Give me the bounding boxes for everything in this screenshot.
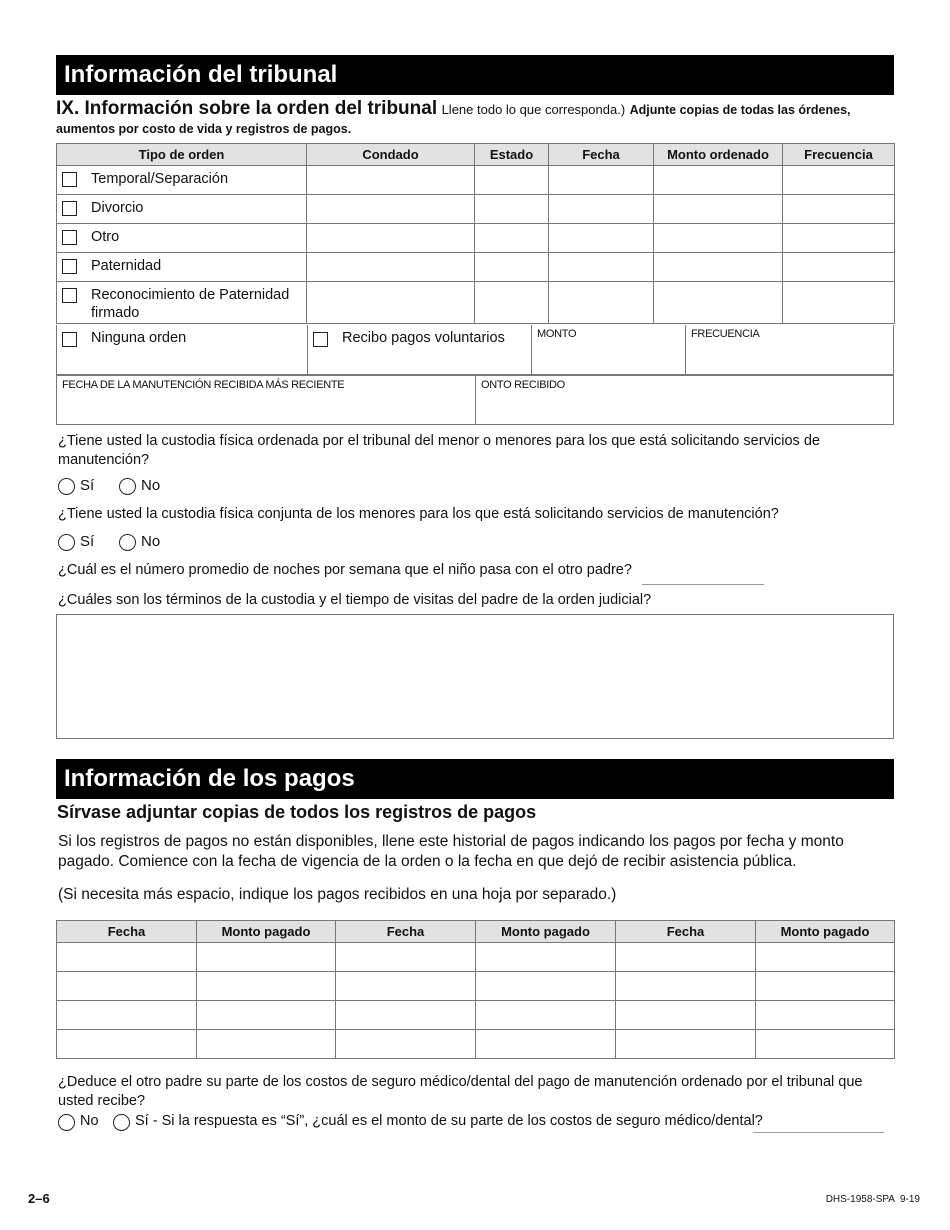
order-paternity-checkbox[interactable] [62, 259, 77, 274]
county-input[interactable] [307, 253, 475, 282]
payments-subtitle: Sírvase adjuntar copias de todos los registros de pagos [57, 802, 537, 822]
payment-date-input[interactable] [616, 1001, 756, 1030]
frequency-input[interactable] [783, 166, 895, 195]
date-input[interactable] [549, 224, 654, 253]
deduction-no-radio[interactable] [58, 1114, 75, 1131]
table-row [57, 1001, 895, 1030]
state-input[interactable] [475, 224, 549, 253]
frequency-input[interactable] [783, 224, 895, 253]
col-header: Monto ordenado [654, 144, 783, 166]
question-insurance-deduction: ¿Deduce el otro padre su parte de los costos de seguro médico/dental del pago de manutención ordenado por el tribunal que usted recibe? [58, 1074, 863, 1109]
col-header: Fecha [57, 921, 197, 943]
payment-amount-input[interactable] [476, 1030, 616, 1059]
payment-date-input[interactable] [57, 1030, 197, 1059]
section-ix-heading [56, 99, 896, 120]
payment-amount-input[interactable] [756, 1001, 895, 1030]
order-type-cell [57, 253, 307, 282]
section-attach-note: Adjunte copias de todas las órdenes, [629, 103, 851, 117]
order-type-label: Divorcio [91, 200, 144, 216]
county-input[interactable] [307, 166, 475, 195]
payment-history-table [56, 920, 895, 1059]
date-input[interactable] [549, 166, 654, 195]
table-row [57, 943, 895, 972]
table-row [57, 253, 895, 282]
payment-amount-input[interactable] [476, 972, 616, 1001]
amount-input[interactable] [654, 166, 783, 195]
col-header: Fecha [549, 144, 654, 166]
order-other-checkbox[interactable] [62, 230, 77, 245]
order-type-cell [57, 166, 307, 195]
no-order-label: Ninguna orden [91, 330, 187, 346]
col-header: Estado [475, 144, 549, 166]
custody-no-radio[interactable] [119, 478, 136, 495]
question-physical-custody: ¿Tiene usted la custodia física ordenada por el tribunal del menor o menores para los que está solicitando servicios de manutención? [58, 433, 820, 468]
date-input[interactable] [549, 282, 654, 324]
payment-date-input[interactable] [336, 972, 476, 1001]
order-temporal-checkbox[interactable] [62, 172, 77, 187]
joint-custody-no-radio[interactable] [119, 534, 136, 551]
amount-label: MONTO [537, 328, 577, 340]
amount-received-label: ONTO RECIBIDO [481, 379, 565, 391]
table-header-row [57, 921, 895, 943]
order-acknowledgment-checkbox[interactable] [62, 288, 77, 303]
order-divorce-checkbox[interactable] [62, 201, 77, 216]
order-type-label: Temporal/Separación [91, 171, 229, 187]
yes-detail-label: Sí - Si la respuesta es “Sí”, ¿cuál es el monto de su parte de los costos de seguro médico/dental? [135, 1113, 763, 1129]
recent-support-label: FECHA DE LA MANUTENCIÓN RECIBIDA MÁS RECIENTE [62, 379, 345, 391]
form-id: DHS-1958-SPA 9-19 [825, 1194, 920, 1205]
amount-input[interactable] [654, 282, 783, 324]
table-header-row [57, 144, 895, 166]
payment-date-input[interactable] [616, 972, 756, 1001]
payments-info-banner: Información de los pagos [56, 759, 894, 799]
yes-label: Sí [80, 533, 95, 550]
frequency-input[interactable] [783, 282, 895, 324]
frequency-input[interactable] [783, 253, 895, 282]
state-input[interactable] [475, 195, 549, 224]
page-number: 2–6 [28, 1191, 50, 1206]
state-input[interactable] [475, 166, 549, 195]
payment-amount-input[interactable] [197, 1001, 336, 1030]
insurance-share-input[interactable] [753, 1132, 884, 1133]
order-type-cell [57, 195, 307, 224]
no-label: No [141, 533, 161, 550]
payment-date-input[interactable] [336, 1030, 476, 1059]
frequency-input[interactable] [783, 195, 895, 224]
col-header: Tipo de orden [57, 144, 307, 166]
col-header: Monto pagado [476, 921, 616, 943]
col-header: Fecha [616, 921, 756, 943]
order-type-label: Reconocimiento de Paternidad firmado [91, 287, 290, 321]
payment-amount-input[interactable] [197, 943, 336, 972]
no-label: No [80, 1113, 99, 1129]
county-input[interactable] [307, 224, 475, 253]
no-label: No [141, 477, 161, 494]
yes-label: Sí [80, 477, 95, 494]
order-type-cell [57, 282, 307, 324]
payment-date-input[interactable] [57, 943, 197, 972]
voluntary-payments-label: Recibo pagos voluntarios [342, 330, 505, 346]
frequency-label: FRECUENCIA [691, 328, 760, 340]
recent-support-row [56, 375, 894, 425]
table-row [57, 282, 895, 324]
payment-amount-input[interactable] [476, 1001, 616, 1030]
payment-date-input[interactable] [336, 943, 476, 972]
payment-date-input[interactable] [57, 1001, 197, 1030]
payment-date-input[interactable] [57, 972, 197, 1001]
payments-instructions: Si los registros de pagos no están disponibles, llene este historial de pagos indicando los pagos por fecha y monto pagado. Comience con la fecha de vigencia de la orden o la fecha en que dejó de recibir asistencia pública. [58, 833, 844, 870]
court-info-banner: Información del tribunal [56, 55, 894, 95]
col-header: Fecha [336, 921, 476, 943]
amount-input[interactable] [654, 224, 783, 253]
question-nights-per-week: ¿Cuál es el número promedio de noches por semana que el niño pasa con el otro padre? [58, 562, 632, 578]
payment-amount-input[interactable] [197, 972, 336, 1001]
amount-input[interactable] [654, 253, 783, 282]
col-header: Monto pagado [197, 921, 336, 943]
col-header: Frecuencia [783, 144, 895, 166]
section-attach-note-2: aumentos por costo de vida y registros de pagos. [56, 122, 352, 136]
date-input[interactable] [549, 195, 654, 224]
no-order-row [56, 325, 894, 375]
payment-date-input[interactable] [616, 943, 756, 972]
date-input[interactable] [549, 253, 654, 282]
section-title: IX. Información sobre la orden del tribunal [56, 98, 438, 119]
payments-extra-space-note: (Si necesita más espacio, indique los pagos recibidos en una hoja por separado.) [58, 886, 617, 903]
county-input[interactable] [307, 282, 475, 324]
state-input[interactable] [475, 282, 549, 324]
payment-amount-input[interactable] [756, 972, 895, 1001]
county-input[interactable] [307, 195, 475, 224]
no-order-checkbox[interactable] [62, 332, 77, 347]
payment-date-input[interactable] [616, 1030, 756, 1059]
custody-terms-textarea[interactable] [56, 614, 894, 739]
question-joint-custody: ¿Tiene usted la custodia física conjunta de los menores para los que está solicitando servicios de manutención? [58, 506, 779, 522]
nights-per-week-input[interactable] [642, 584, 764, 585]
table-row [57, 224, 895, 253]
payment-amount-input[interactable] [476, 943, 616, 972]
order-type-cell [57, 224, 307, 253]
amount-input[interactable] [654, 195, 783, 224]
table-row [57, 195, 895, 224]
table-row [57, 166, 895, 195]
section-note: Llene todo lo que corresponda.) [441, 102, 626, 117]
col-header: Monto pagado [756, 921, 895, 943]
question-custody-terms: ¿Cuáles son los términos de la custodia y el tiempo de visitas del padre de la orden judicial? [58, 592, 652, 608]
table-row [57, 972, 895, 1001]
court-order-table [56, 143, 895, 324]
col-header: Condado [307, 144, 475, 166]
joint-custody-yes-radio[interactable] [58, 534, 75, 551]
payment-amount-input[interactable] [756, 1030, 895, 1059]
payment-amount-input[interactable] [756, 943, 895, 972]
payment-amount-input[interactable] [197, 1030, 336, 1059]
custody-yes-radio[interactable] [58, 478, 75, 495]
table-row [57, 1030, 895, 1059]
deduction-yes-radio[interactable] [113, 1114, 130, 1131]
payment-date-input[interactable] [336, 1001, 476, 1030]
order-type-label: Otro [91, 229, 120, 245]
state-input[interactable] [475, 253, 549, 282]
voluntary-payments-checkbox[interactable] [313, 332, 328, 347]
order-type-label: Paternidad [91, 258, 162, 274]
